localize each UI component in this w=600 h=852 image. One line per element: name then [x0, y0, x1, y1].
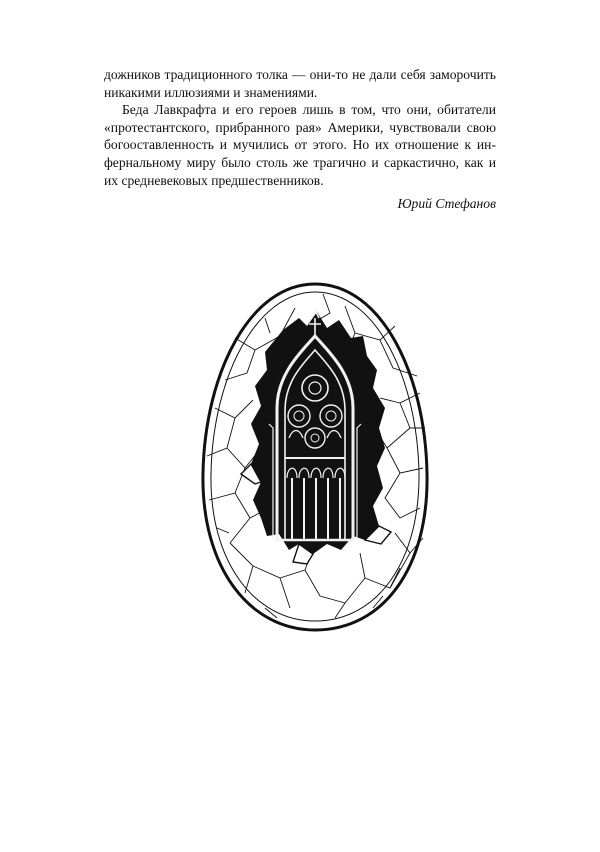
text-line: фернальному миру было столь же трагично и саркастично, как и — [104, 154, 496, 170]
text-line: богооставленность и мучились от этого. Но их отношение к ин- — [104, 137, 496, 153]
shell-opening — [251, 312, 385, 554]
text-line: дожников традиционного толка — они-то не дали себя заморочить — [104, 67, 496, 82]
text-line: «протестантского, прибранного рая» Америки, чувствовали свою — [104, 119, 496, 135]
author-signature: Юрий Стефанов — [397, 196, 496, 211]
text-line: их средневековых предшественников. — [104, 172, 324, 188]
paragraph-1 — [104, 66, 496, 101]
cracked-egg-gothic-window-illustration — [195, 278, 435, 636]
text-line: Беда Лавкрафта и его героев лишь в том, что они, обитатели — [122, 102, 496, 118]
paragraph-2 — [104, 101, 496, 189]
body-text — [104, 66, 496, 189]
text-line: никакими иллюзиями и знамениями. — [104, 84, 318, 100]
